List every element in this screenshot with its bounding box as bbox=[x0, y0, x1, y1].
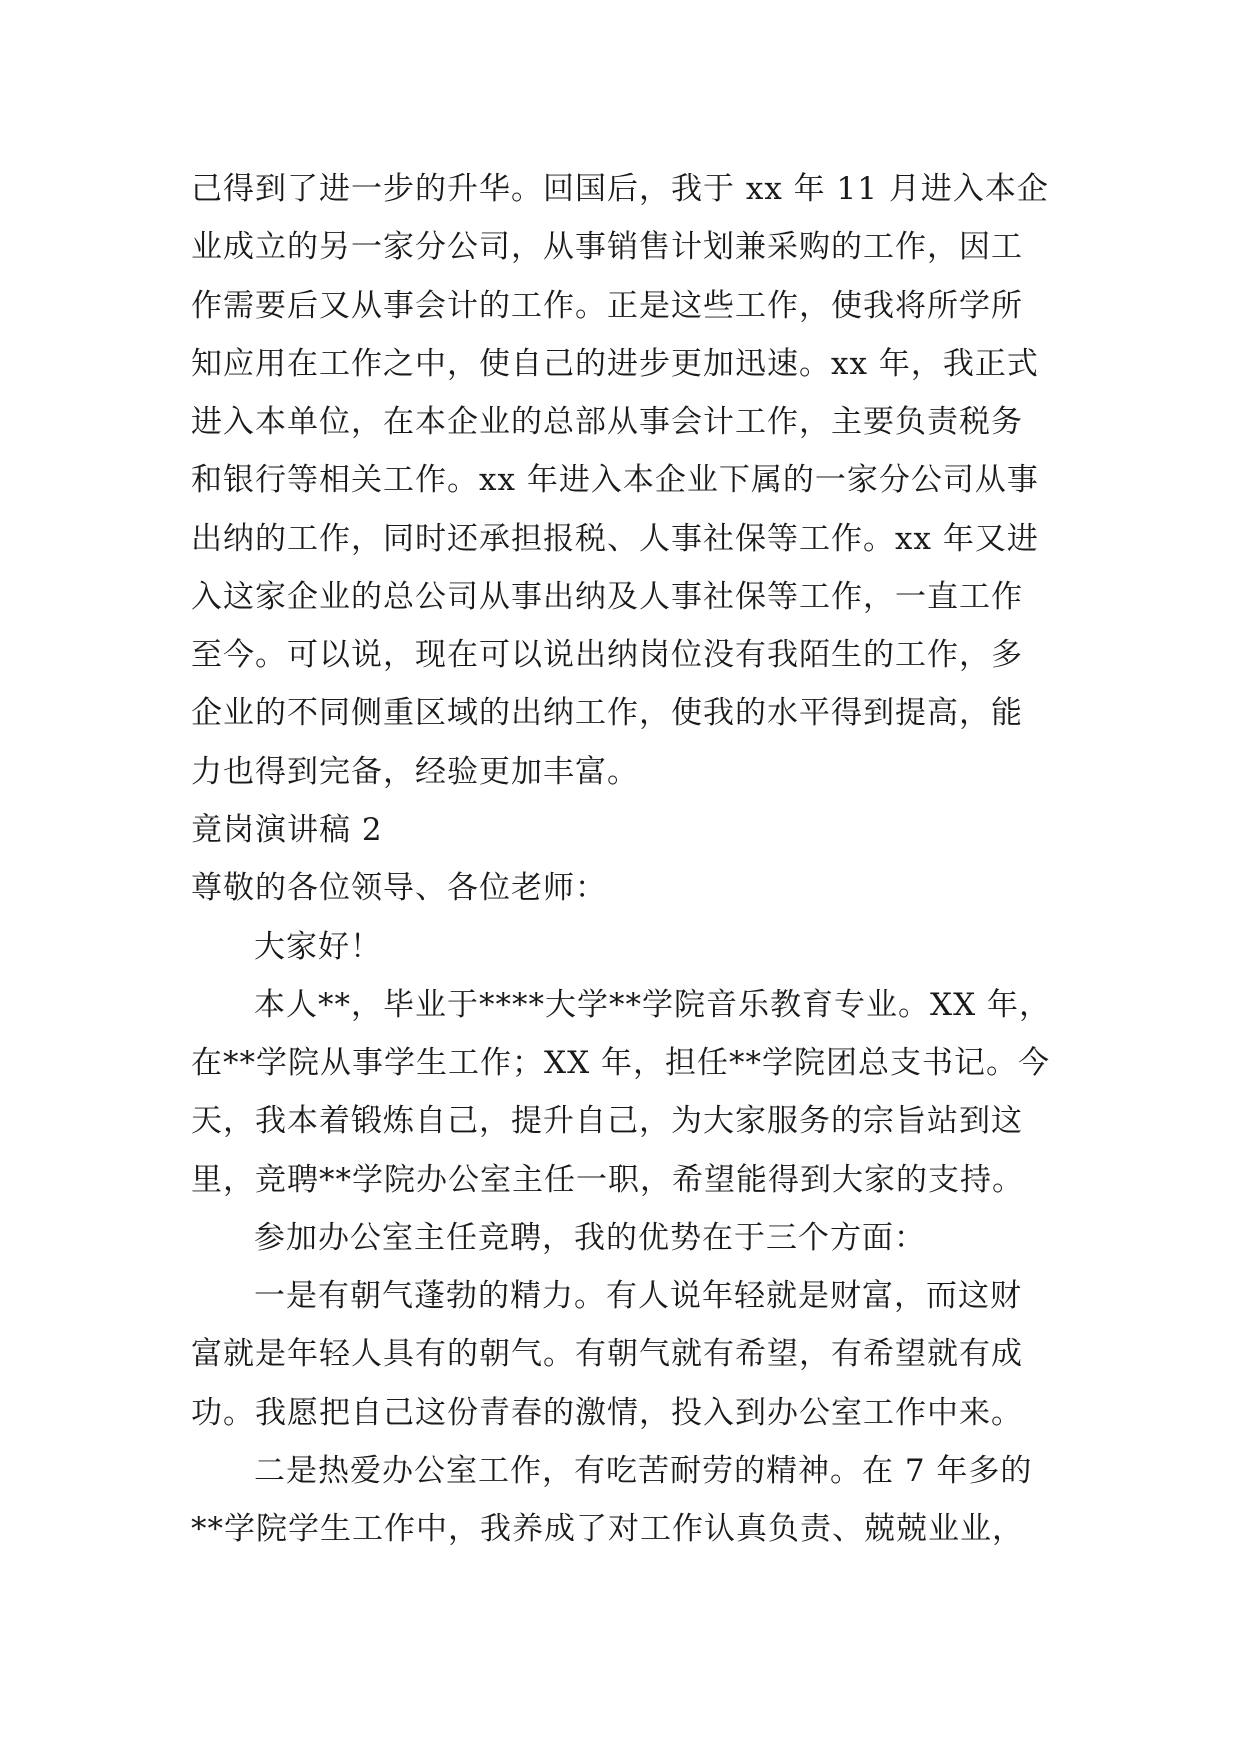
salutation: 尊敬的各位领导、各位老师： bbox=[191, 870, 607, 906]
text-line: 知应用在工作之中，使自己的进步更加迅速。xx 年，我正式 bbox=[191, 346, 1039, 382]
text-line: 力也得到完备，经验更加丰富。 bbox=[191, 754, 639, 790]
text-line: 企业的不同侧重区域的出纳工作，使我的水平得到提高，能 bbox=[191, 695, 1023, 731]
text-line: 功。我愿把自己这份青春的激情，投入到办公室工作中来。 bbox=[191, 1395, 1023, 1431]
text-line: 出纳的工作，同时还承担报税、人事社保等工作。xx 年又进 bbox=[191, 521, 1039, 557]
text-line: 二是热爱办公室工作，有吃苦耐劳的精神。在 7 年多的 bbox=[254, 1453, 1033, 1489]
greeting: 大家好！ bbox=[254, 929, 382, 965]
text-line: 己得到了进一步的升华。回国后，我于 xx 年 11 月进入本企 bbox=[191, 171, 1049, 207]
text-line: 进入本单位，在本企业的总部从事会计工作，主要负责税务 bbox=[191, 404, 1023, 440]
text-line: **学院学生工作中，我养成了对工作认真负责、兢兢业业， bbox=[191, 1511, 1024, 1547]
text-line: 参加办公室主任竞聘，我的优势在于三个方面： bbox=[254, 1220, 926, 1256]
text-line: 至今。可以说，现在可以说出纳岗位没有我陌生的工作，多 bbox=[191, 637, 1023, 673]
text-line: 入这家企业的总公司从事出纳及人事社保等工作，一直工作 bbox=[191, 579, 1023, 615]
text-line: 和银行等相关工作。xx 年进入本企业下属的一家分公司从事 bbox=[191, 462, 1039, 498]
text-line: 在**学院从事学生工作；XX 年，担任**学院团总支书记。今 bbox=[191, 1045, 1050, 1081]
text-line: 业成立的另一家分公司，从事销售计划兼采购的工作，因工 bbox=[191, 229, 1023, 265]
text-line: 天，我本着锻炼自己，提升自己，为大家服务的宗旨站到这 bbox=[191, 1103, 1023, 1139]
text-line: 里，竞聘**学院办公室主任一职，希望能得到大家的支持。 bbox=[191, 1162, 1024, 1198]
text-line: 本人**，毕业于****大学**学院音乐教育专业。XX 年， bbox=[254, 987, 1051, 1023]
section-heading: 竟岗演讲稿 2 bbox=[191, 812, 383, 848]
text-line: 富就是年轻人具有的朝气。有朝气就有希望，有希望就有成 bbox=[191, 1336, 1023, 1372]
text-line: 一是有朝气蓬勃的精力。有人说年轻就是财富，而这财 bbox=[254, 1278, 1022, 1314]
text-line: 作需要后又从事会计的工作。正是这些工作，使我将所学所 bbox=[191, 288, 1023, 324]
